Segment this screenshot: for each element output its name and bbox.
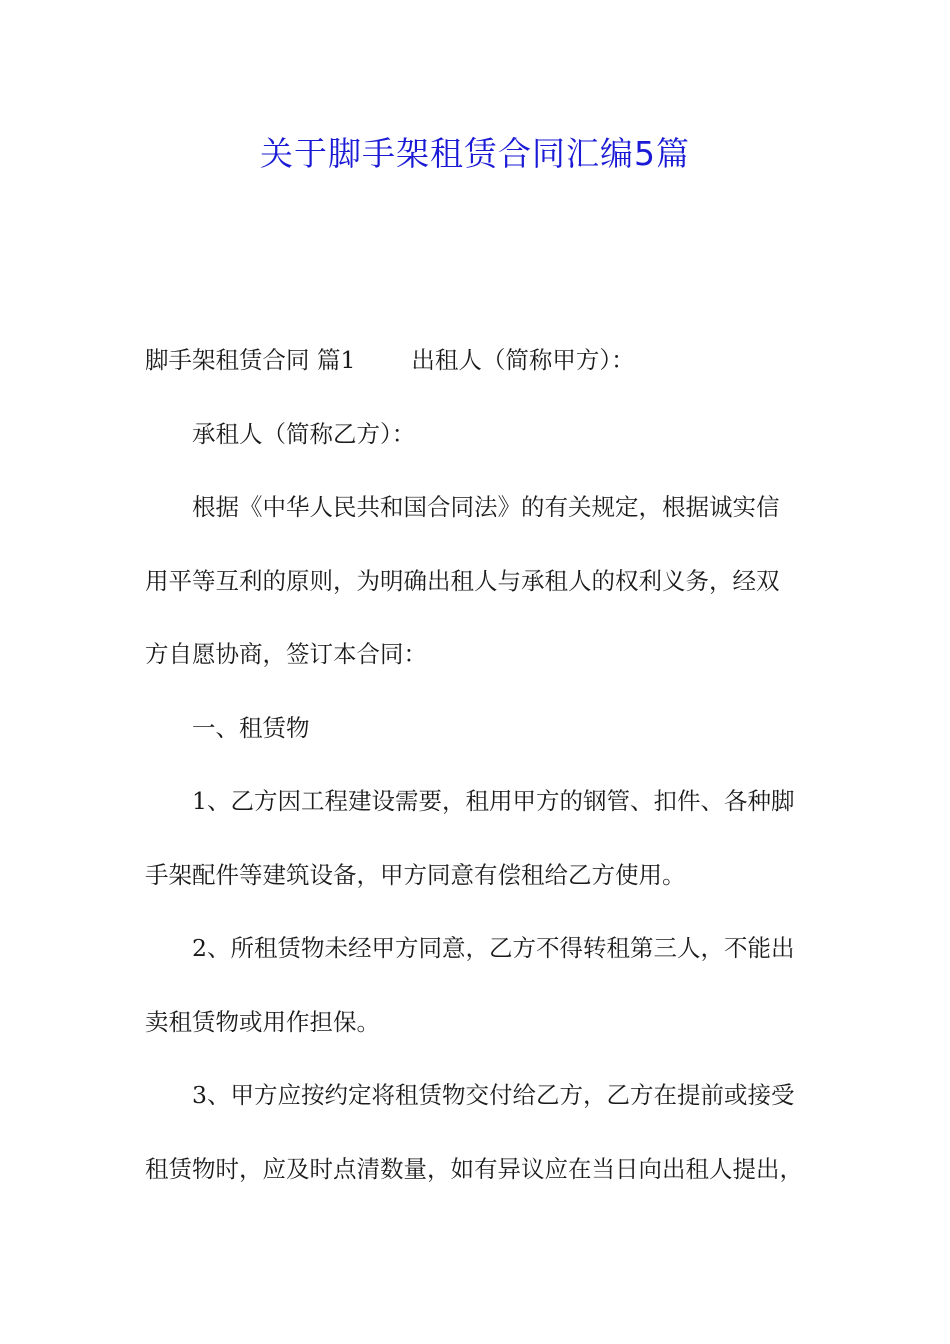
paragraph-line: 方自愿协商，签订本合同： — [145, 640, 427, 668]
paragraph-line: 根据《中华人民共和国合同法》的有关规定，根据诚实信 — [192, 493, 780, 521]
lessor-label: 出租人（简称甲方）： — [411, 346, 635, 374]
clause-line: 租赁物时，应及时点清数量，如有异议应在当日向出租人提出， — [145, 1154, 803, 1183]
clause-line: 3、甲方应按约定将租赁物交付给乙方，乙方在提前或接受 — [192, 1081, 795, 1109]
clause-line: 卖租赁物或用作担保。 — [145, 1007, 380, 1036]
paragraph-line: 用平等互利的原则，为明确出租人与承租人的权利义务，经双 — [145, 566, 780, 595]
clause-line: 手架配件等建筑设备，甲方同意有偿租给乙方使用。 — [145, 860, 686, 889]
section-heading: 一、租赁物 — [192, 713, 310, 742]
document-body — [145, 332, 810, 1214]
document-title: 关于脚手架租赁合同汇编5篇 — [260, 134, 690, 173]
contract-heading-line — [145, 332, 810, 406]
lessee-label: 承租人（简称乙方）： — [192, 419, 416, 448]
clause-line: 1、乙方因工程建设需要，租用甲方的钢管、扣件、各种脚 — [192, 787, 795, 815]
contract-heading: 脚手架租赁合同 篇1 — [145, 346, 356, 374]
clause-line: 2、所租赁物未经甲方同意，乙方不得转租第三人，不能出 — [192, 934, 795, 962]
